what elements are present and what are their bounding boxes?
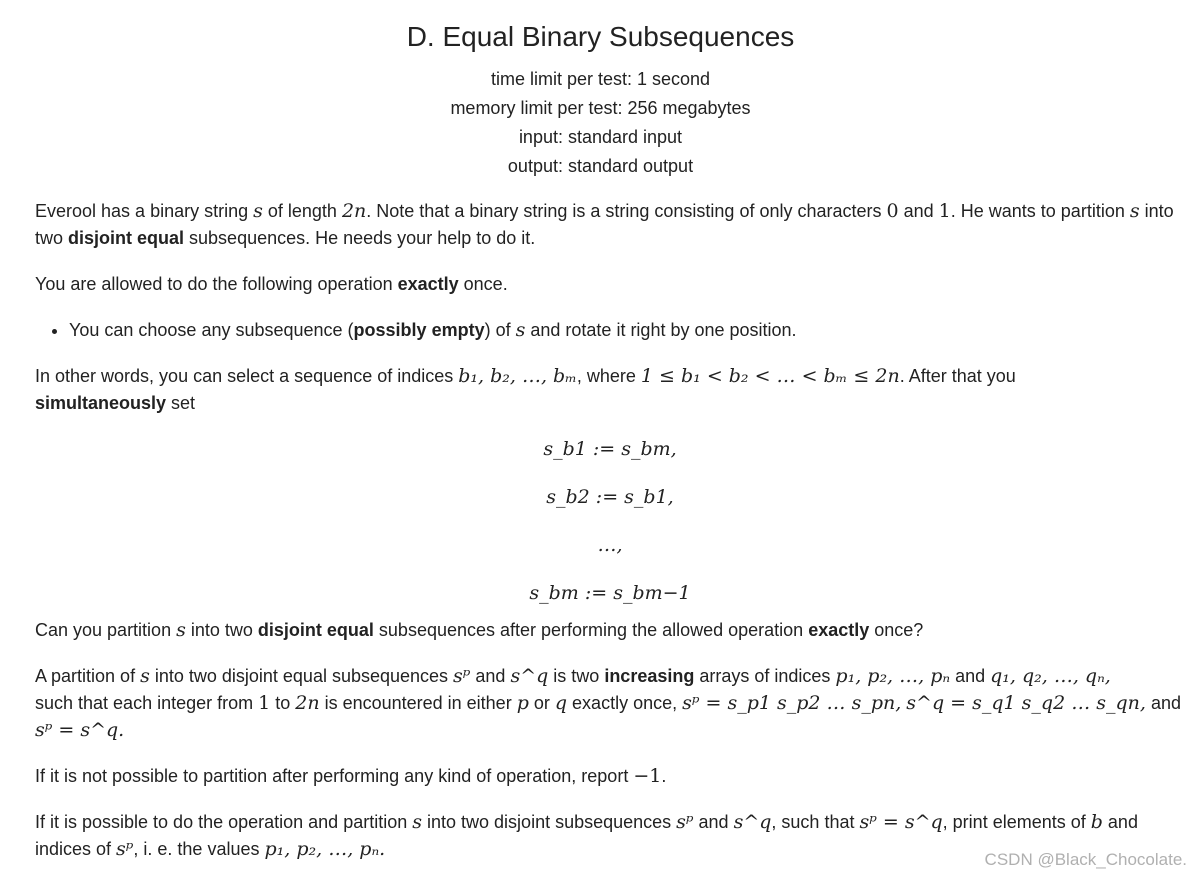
csdn-watermark: CSDN @Black_Chocolate.	[984, 850, 1187, 869]
text: and	[470, 666, 511, 686]
text: Can you partition	[35, 620, 177, 640]
text: is two	[548, 666, 605, 686]
math-s: s	[253, 200, 263, 222]
math-sq-equation: s^q = s_q1 s_q2 … s_qn,	[906, 692, 1146, 714]
bold-text: simultaneously	[35, 393, 167, 413]
rotation-formulas	[35, 436, 1185, 607]
list-item	[69, 317, 1185, 344]
text: . He wants to partition	[950, 201, 1130, 221]
statement-paragraph-2	[35, 271, 1185, 298]
math-final-equation: sᵖ = s^q.	[35, 719, 125, 741]
statement-paragraph-6	[35, 763, 1185, 790]
bold-text: exactly	[397, 274, 459, 294]
math-sp: sᵖ	[116, 838, 134, 860]
text: is encountered in either	[319, 693, 517, 713]
problem-title: D. Equal Binary Subsequences	[406, 21, 795, 52]
text: If it is not possible to partition after performing any kind of operation, report	[35, 766, 634, 786]
text: arrays of indices	[694, 666, 836, 686]
text: into two	[35, 201, 1174, 248]
text: A partition of	[35, 666, 141, 686]
statement-paragraph-1	[35, 198, 1185, 252]
problem-header	[0, 0, 1201, 181]
formula-text: s_bm := s_bm−1	[529, 582, 691, 604]
text: set	[166, 393, 196, 413]
text: to	[270, 693, 296, 713]
math-p: p	[516, 692, 529, 714]
math-p-sequence: p₁, p₂, …, pₙ	[835, 665, 951, 687]
math-2n: 2n	[341, 200, 367, 222]
text: subsequences. He needs your help to do it.	[184, 228, 536, 248]
math-p-sequence: p₁, p₂, …, pₙ.	[264, 838, 386, 860]
text: In other words, you can select a sequence of indices	[35, 366, 459, 386]
math-equality: sᵖ = s^q	[859, 811, 943, 833]
math-index-condition: 1 ≤ b₁ < b₂ < … < bₘ ≤ 2n	[640, 365, 900, 387]
operation-list	[35, 317, 1185, 344]
formula-text: …,	[597, 534, 623, 556]
text: exactly once,	[567, 693, 683, 713]
text: of length	[262, 201, 342, 221]
bold-text: disjoint equal	[257, 620, 374, 640]
bold-text: disjoint equal	[68, 228, 185, 248]
text: indices of	[35, 839, 117, 859]
formula-text: s_b1 := s_bm,	[543, 438, 677, 460]
text: or	[528, 693, 555, 713]
math-sq: s^q	[510, 665, 549, 687]
text: , such that	[771, 812, 860, 832]
statement-paragraph-5	[35, 663, 1185, 744]
text: into two disjoint equal subsequences	[149, 666, 454, 686]
text: subsequences after performing the allowed operation	[373, 620, 809, 640]
text: and	[1102, 812, 1138, 832]
formula-line	[35, 484, 1185, 511]
math-s: s	[515, 319, 526, 341]
text: , where	[576, 366, 641, 386]
math-b: b	[1090, 811, 1103, 833]
formula-line	[35, 580, 1185, 607]
text: once.	[458, 274, 508, 294]
text: into two disjoint subsequences	[422, 812, 677, 832]
statement-paragraph-4	[35, 617, 1185, 644]
math-s: s	[1129, 200, 1140, 222]
math-q: q	[554, 692, 568, 714]
formula-text: s_b2 := s_b1,	[546, 486, 674, 508]
text: .	[661, 766, 667, 786]
text: . After that you	[899, 366, 1016, 386]
text: and	[950, 666, 991, 686]
math-sq: s^q	[733, 811, 772, 833]
math-one: 1	[258, 692, 271, 714]
text: , i. e. the values	[133, 839, 265, 859]
text: and rotate it right by one position.	[525, 320, 797, 340]
math-2n: 2n	[295, 692, 320, 714]
input-spec: input: standard input	[518, 127, 683, 147]
memory-limit: memory limit per test: 256 megabytes	[450, 98, 751, 118]
math-sp: sᵖ	[453, 665, 471, 687]
math-s: s	[140, 665, 150, 687]
text: , print elements of	[942, 812, 1091, 832]
text: ) of	[484, 320, 516, 340]
bold-text: exactly	[808, 620, 870, 640]
time-limit: time limit per test: 1 second	[490, 69, 711, 89]
text: You are allowed to do the following operation	[35, 274, 398, 294]
text: once?	[869, 620, 924, 640]
text: . Note that a binary string is a string consisting of only characters	[366, 201, 887, 221]
formula-line	[35, 436, 1185, 463]
math-sp-equation: sᵖ = s_p1 s_p2 … s_pn,	[682, 692, 902, 714]
statement-paragraph-3	[35, 363, 1185, 417]
text: and	[693, 812, 734, 832]
text: and	[1145, 693, 1181, 713]
formula-line	[35, 532, 1185, 559]
math-zero: 0	[886, 200, 899, 222]
text: Everool has a binary string	[35, 201, 254, 221]
bold-text: possibly empty	[353, 320, 485, 340]
problem-limits	[0, 65, 1201, 181]
math-q-sequence: q₁, q₂, …, qₙ,	[990, 665, 1111, 687]
math-index-sequence: b₁, b₂, …, bₘ	[458, 365, 577, 387]
text: If it is possible to do the operation and partition	[35, 812, 413, 832]
math-sp: sᵖ	[676, 811, 694, 833]
bold-text: increasing	[604, 666, 695, 686]
text: such that each integer from	[35, 693, 259, 713]
text: and	[898, 201, 939, 221]
math-s: s	[412, 811, 423, 833]
output-spec: output: standard output	[507, 156, 694, 176]
math-s: s	[176, 619, 186, 641]
problem-statement	[35, 198, 1185, 882]
text: You can choose any subsequence (	[69, 320, 354, 340]
math-minus-one: −1	[633, 765, 662, 787]
text: into two	[185, 620, 258, 640]
math-one: 1	[938, 200, 951, 222]
